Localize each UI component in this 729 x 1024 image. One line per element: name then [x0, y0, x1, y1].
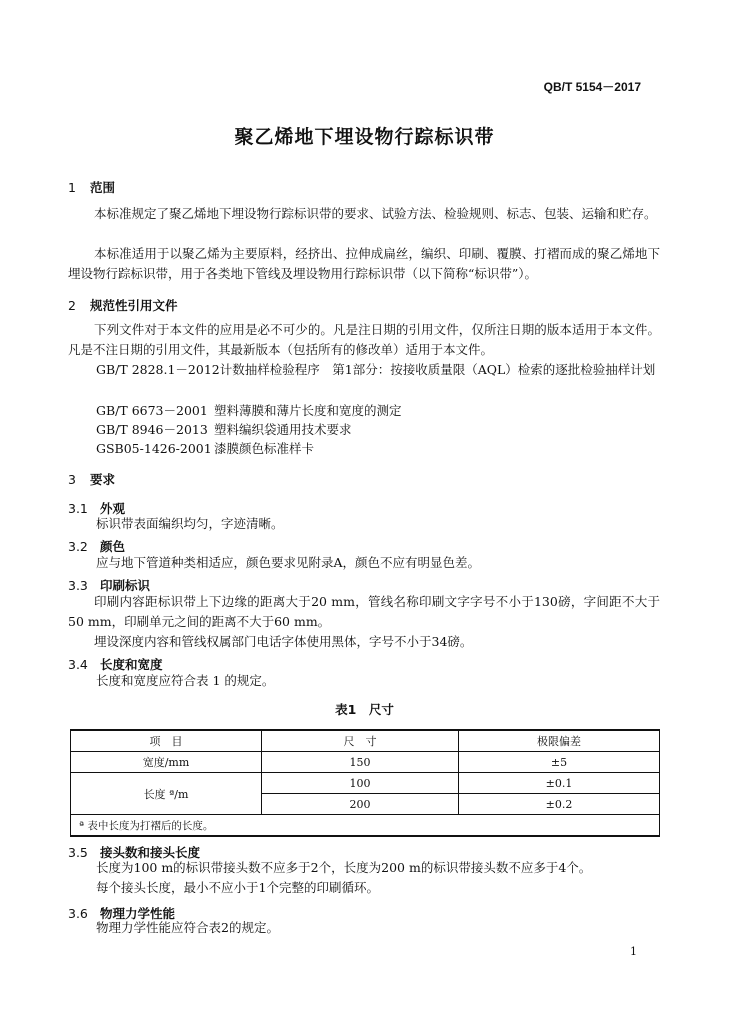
table-cell: 长度 ª/m [71, 773, 262, 815]
subsection-3-3-paragraph-2: 埋设深度内容和管线权属部门电话字体使用黑体，字号不小于34磅。 [94, 634, 473, 649]
subsection-title: 接头数和接头长度 [100, 845, 201, 860]
table-header-cell: 极限偏差 [459, 730, 660, 752]
reference-item [96, 420, 352, 438]
subsection-number: 3.2 [68, 539, 88, 554]
subsection-3-6-paragraph: 物理力学性能应符合表2的规定。 [96, 920, 279, 935]
table-cell: 200 [262, 794, 459, 815]
subsection-title: 物理力学性能 [100, 906, 176, 921]
table-row [71, 752, 660, 773]
section-title: 规范性引用文件 [90, 298, 178, 313]
reference-title: 计数抽样检验程序 第1部分：按接收质量限（AQL）检索的逐批检验抽样计划 [219, 362, 656, 377]
reference-item [96, 401, 402, 419]
section-number: 1 [68, 180, 76, 195]
section-title: 要求 [90, 472, 116, 487]
document-title: 聚乙烯地下埋设物行踪标识带 [234, 126, 495, 148]
table-cell: 宽度/mm [71, 752, 262, 773]
reference-code: GB/T 2828.1－2012 [96, 362, 220, 377]
subsection-number: 3.4 [68, 657, 88, 672]
section-2-paragraph: 下列文件对于本文件的应用是必不可少的。凡是注日期的引用文件，仅所注日期的版本适用于本文件。凡是不注日期的引用文件，其最新版本（包括所有的修改单）适用于本文件。 [68, 322, 660, 357]
subsection-number: 3.1 [68, 501, 88, 516]
subsection-title: 长度和宽度 [100, 657, 163, 672]
standard-code: QB/T 5154－2017 [543, 80, 641, 94]
reference-code: GB/T 8946－2013 [96, 422, 208, 437]
dimensions-table [70, 729, 660, 837]
subsection-3-1-paragraph: 标识带表面编织均匀，字迹清晰。 [96, 516, 284, 531]
subsection-3-3-paragraph-1: 印刷内容距标识带上下边缘的距离大于20 mm，管线名称印刷文字字号不小于130磅，字间距不大于50 mm，印刷单元之间的距离不大于60 mm。 [68, 594, 660, 629]
subsection-3-5-paragraph-2: 每个接头长度，最小不应小于1个完整的印刷循环。 [96, 880, 379, 895]
section-number: 3 [68, 472, 76, 487]
section-1-paragraph-2: 本标准适用于以聚乙烯为主要原料，经挤出、拉伸成扁丝，编织、印刷、覆膜、打褶而成的聚乙烯地下埋设物行踪标识带，用于各类地下管线及埋设物用行踪标识带（以下简称“标识带”）。 [68, 246, 660, 281]
section-title: 范围 [90, 180, 116, 195]
subsection-3-4-paragraph: 长度和宽度应符合表 1 的规定。 [96, 673, 275, 688]
table-header-cell: 项 目 [71, 730, 262, 752]
subsection-title: 外观 [100, 501, 126, 516]
table-cell: ±0.1 [459, 773, 660, 794]
section-1-paragraph-1: 本标准规定了聚乙烯地下埋设物行踪标识带的要求、试验方法、检验规则、标志、包装、运输和贮存。 [94, 206, 657, 221]
section-1-heading [68, 178, 115, 196]
table-footnote: ª 表中长度为打褶后的长度。 [71, 815, 660, 837]
table-cell: ±5 [459, 752, 660, 773]
subsection-title: 印刷标识 [100, 578, 151, 593]
reference-code: GSB05-1426-2001 [96, 441, 212, 456]
reference-title: 塑料编织袋通用技术要求 [214, 422, 352, 437]
subsection-number: 3.6 [68, 906, 88, 921]
subsection-3-5-paragraph-1: 长度为100 m的标识带接头数不应多于2个，长度为200 m的标识带接头数不应多于4个。 [96, 860, 592, 875]
reference-code: GB/T 6673－2001 [96, 403, 208, 418]
section-number: 2 [68, 298, 76, 313]
section-3-heading [68, 470, 115, 488]
page-number: 1 [630, 945, 637, 958]
reference-item [96, 439, 314, 457]
subsection-title: 颜色 [100, 539, 126, 554]
table-header-cell: 尺 寸 [262, 730, 459, 752]
table-footnote-row [71, 815, 660, 837]
reference-item [96, 360, 660, 380]
reference-title: 漆膜颜色标准样卡 [214, 441, 315, 456]
table-caption: 表1 尺寸 [335, 702, 394, 717]
table-cell: 100 [262, 773, 459, 794]
reference-title: 塑料薄膜和薄片长度和宽度的测定 [214, 403, 402, 418]
table-row [71, 773, 660, 794]
subsection-3-2-paragraph: 应与地下管道种类相适应，颜色要求见附录A，颜色不应有明显色差。 [96, 555, 481, 570]
subsection-number: 3.5 [68, 845, 88, 860]
table-header-row [71, 730, 660, 752]
section-2-heading [68, 296, 178, 314]
table-cell: 150 [262, 752, 459, 773]
table-cell: ±0.2 [459, 794, 660, 815]
subsection-number: 3.3 [68, 578, 88, 593]
